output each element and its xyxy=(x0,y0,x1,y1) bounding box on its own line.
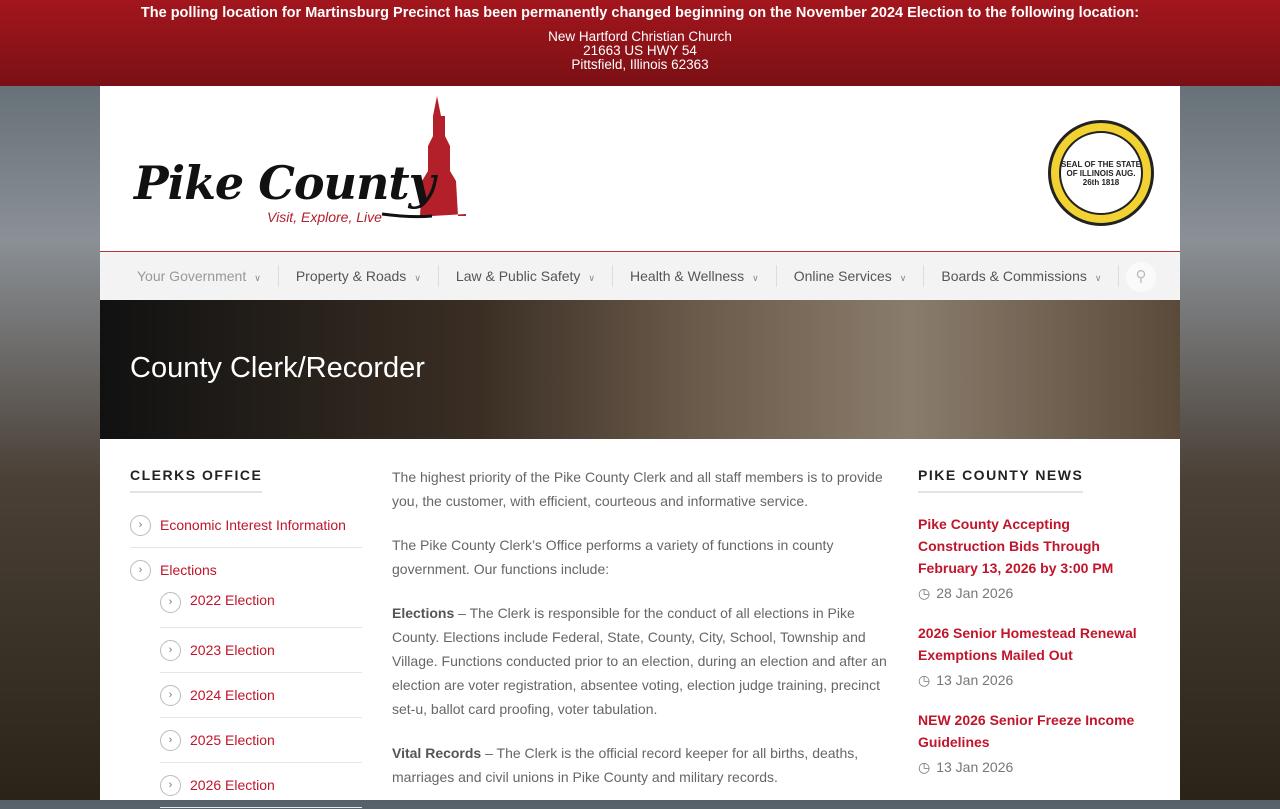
vital-records-paragraph xyxy=(392,741,892,789)
alert-line: 21663 US HWY 54 xyxy=(583,43,697,58)
sidebar-item-economic-interest[interactable] xyxy=(130,503,362,548)
sidebar-item-label: Elections xyxy=(160,562,217,578)
chevron-down-icon: ∨ xyxy=(1094,273,1102,283)
sidebar-subitem-2022-election[interactable] xyxy=(160,592,362,628)
polling-location-alert xyxy=(0,0,1280,86)
chevron-down-icon: ∨ xyxy=(254,273,261,283)
functions-paragraph: The Pike County Clerk’s Office performs a variety of functions in county government. Our functions include: xyxy=(392,537,834,577)
sidebar-title: CLERKS OFFICE xyxy=(130,467,262,493)
search-icon: ⚲ xyxy=(1135,268,1147,285)
nav-label: Law & Public Safety xyxy=(455,268,581,284)
seal-text: SEAL OF THE STATE OF ILLINOIS AUG. 26th 1818 xyxy=(1059,131,1143,215)
nav-label: Boards & Commissions xyxy=(941,268,1087,284)
news-widget xyxy=(918,467,1150,776)
chevron-right-icon: › xyxy=(130,560,151,581)
nav-label: Property & Roads xyxy=(295,268,407,284)
sidebar-item-label: 2024 Election xyxy=(190,687,275,703)
chevron-right-icon: › xyxy=(160,640,181,661)
intro-paragraph: The highest priority of the Pike County Clerk and all staff members is to provide you, the customer, with efficient, courteous and informative service. xyxy=(392,469,883,509)
chevron-right-icon: › xyxy=(160,775,181,796)
elections-paragraph xyxy=(392,601,892,721)
chevron-down-icon: ∨ xyxy=(414,273,421,283)
sidebar-subitem-2025-election[interactable] xyxy=(160,718,362,763)
news-item xyxy=(918,709,1150,776)
chevron-right-icon: › xyxy=(160,730,181,751)
sidebar-subitem-2026-election[interactable] xyxy=(160,763,362,808)
news-date xyxy=(918,759,1150,776)
chevron-down-icon: ∨ xyxy=(899,273,907,283)
alert-line: Pittsfield, Illinois 62363 xyxy=(571,57,709,72)
page-title: County Clerk/Recorder xyxy=(130,352,425,384)
chevron-down-icon: ∨ xyxy=(752,273,759,283)
main-nav xyxy=(100,252,1180,300)
news-link[interactable]: 2026 Senior Homestead Renewal Exemptions Mailed Out xyxy=(918,625,1137,663)
nav-your-government[interactable] xyxy=(120,265,279,287)
nav-boards-commissions[interactable] xyxy=(924,265,1119,287)
sidebar-item-label: 2025 Election xyxy=(190,732,275,748)
clock-icon: ◷ xyxy=(918,672,931,688)
page-container xyxy=(100,86,1180,800)
elections-text: – The Clerk is responsible for the conduct of all elections in Pike County. Elections include Federal, State, County, City, School, Township and Village. Functions conducted prior to an election, during an election and after an election are voter registration, absentee voting, election judge training, precinct set-u, ballot card proofing, voter tabulation. xyxy=(392,605,887,717)
news-date-text: 13 Jan 2026 xyxy=(936,759,1014,775)
main-content xyxy=(392,465,892,809)
nav-label: Online Services xyxy=(793,268,892,284)
news-link[interactable]: Pike County Accepting Construction Bids Through February 13, 2026 by 3:00 PM xyxy=(918,516,1114,576)
alert-line: New Hartford Christian Church xyxy=(548,29,732,44)
nav-label: Your Government xyxy=(137,268,247,284)
sidebar-item-elections[interactable] xyxy=(130,548,362,592)
vital-records-text: – The Clerk is the official record keeper for all births, deaths, marriages and civil unions in Pike County and military records. xyxy=(392,745,859,785)
site-header xyxy=(100,86,1180,252)
sidebar-subitem-2023-election[interactable] xyxy=(160,628,362,673)
alert-headline: The polling location for Martinsburg Precinct has been permanently changed beginning on the November 2024 Election to the following location: xyxy=(140,5,1140,21)
sidebar-item-label: 2026 Election xyxy=(190,777,275,793)
logo-tagline: Visit, Explore, Live xyxy=(267,209,382,225)
nav-online-services[interactable] xyxy=(777,265,925,287)
chevron-right-icon: › xyxy=(130,515,151,536)
pike-county-logo[interactable] xyxy=(132,96,472,236)
illinois-state-seal xyxy=(1048,120,1154,226)
sidebar-subitem-2024-election[interactable] xyxy=(160,673,362,718)
logo-wordmark: Pike County xyxy=(134,156,435,210)
news-item xyxy=(918,622,1150,689)
nav-label: Health & Wellness xyxy=(630,268,745,284)
nav-law-public-safety[interactable] xyxy=(439,265,613,287)
vital-records-label: Vital Records xyxy=(392,745,482,761)
news-date-text: 28 Jan 2026 xyxy=(936,585,1014,601)
sidebar-item-label: 2023 Election xyxy=(190,642,275,658)
page-hero xyxy=(100,300,1180,439)
chevron-right-icon: › xyxy=(160,685,181,706)
nav-health-wellness[interactable] xyxy=(613,265,777,287)
chevron-right-icon: › xyxy=(160,592,181,613)
nav-property-roads[interactable] xyxy=(279,265,439,287)
search-button[interactable] xyxy=(1126,262,1156,292)
news-date xyxy=(918,672,1150,689)
news-link[interactable]: NEW 2026 Senior Freeze Income Guidelines xyxy=(918,712,1135,750)
clock-icon: ◷ xyxy=(918,585,931,601)
news-title: PIKE COUNTY NEWS xyxy=(918,467,1083,493)
news-date-text: 13 Jan 2026 xyxy=(936,672,1014,688)
elections-label: Elections xyxy=(392,605,455,621)
clock-icon: ◷ xyxy=(918,759,931,775)
sidebar-item-label: 2022 Election xyxy=(190,592,275,608)
news-date xyxy=(918,585,1150,602)
news-item xyxy=(918,513,1150,602)
sidebar-item-label: Economic Interest Information xyxy=(160,517,346,533)
sidebar xyxy=(130,467,362,808)
chevron-down-icon: ∨ xyxy=(588,273,596,283)
